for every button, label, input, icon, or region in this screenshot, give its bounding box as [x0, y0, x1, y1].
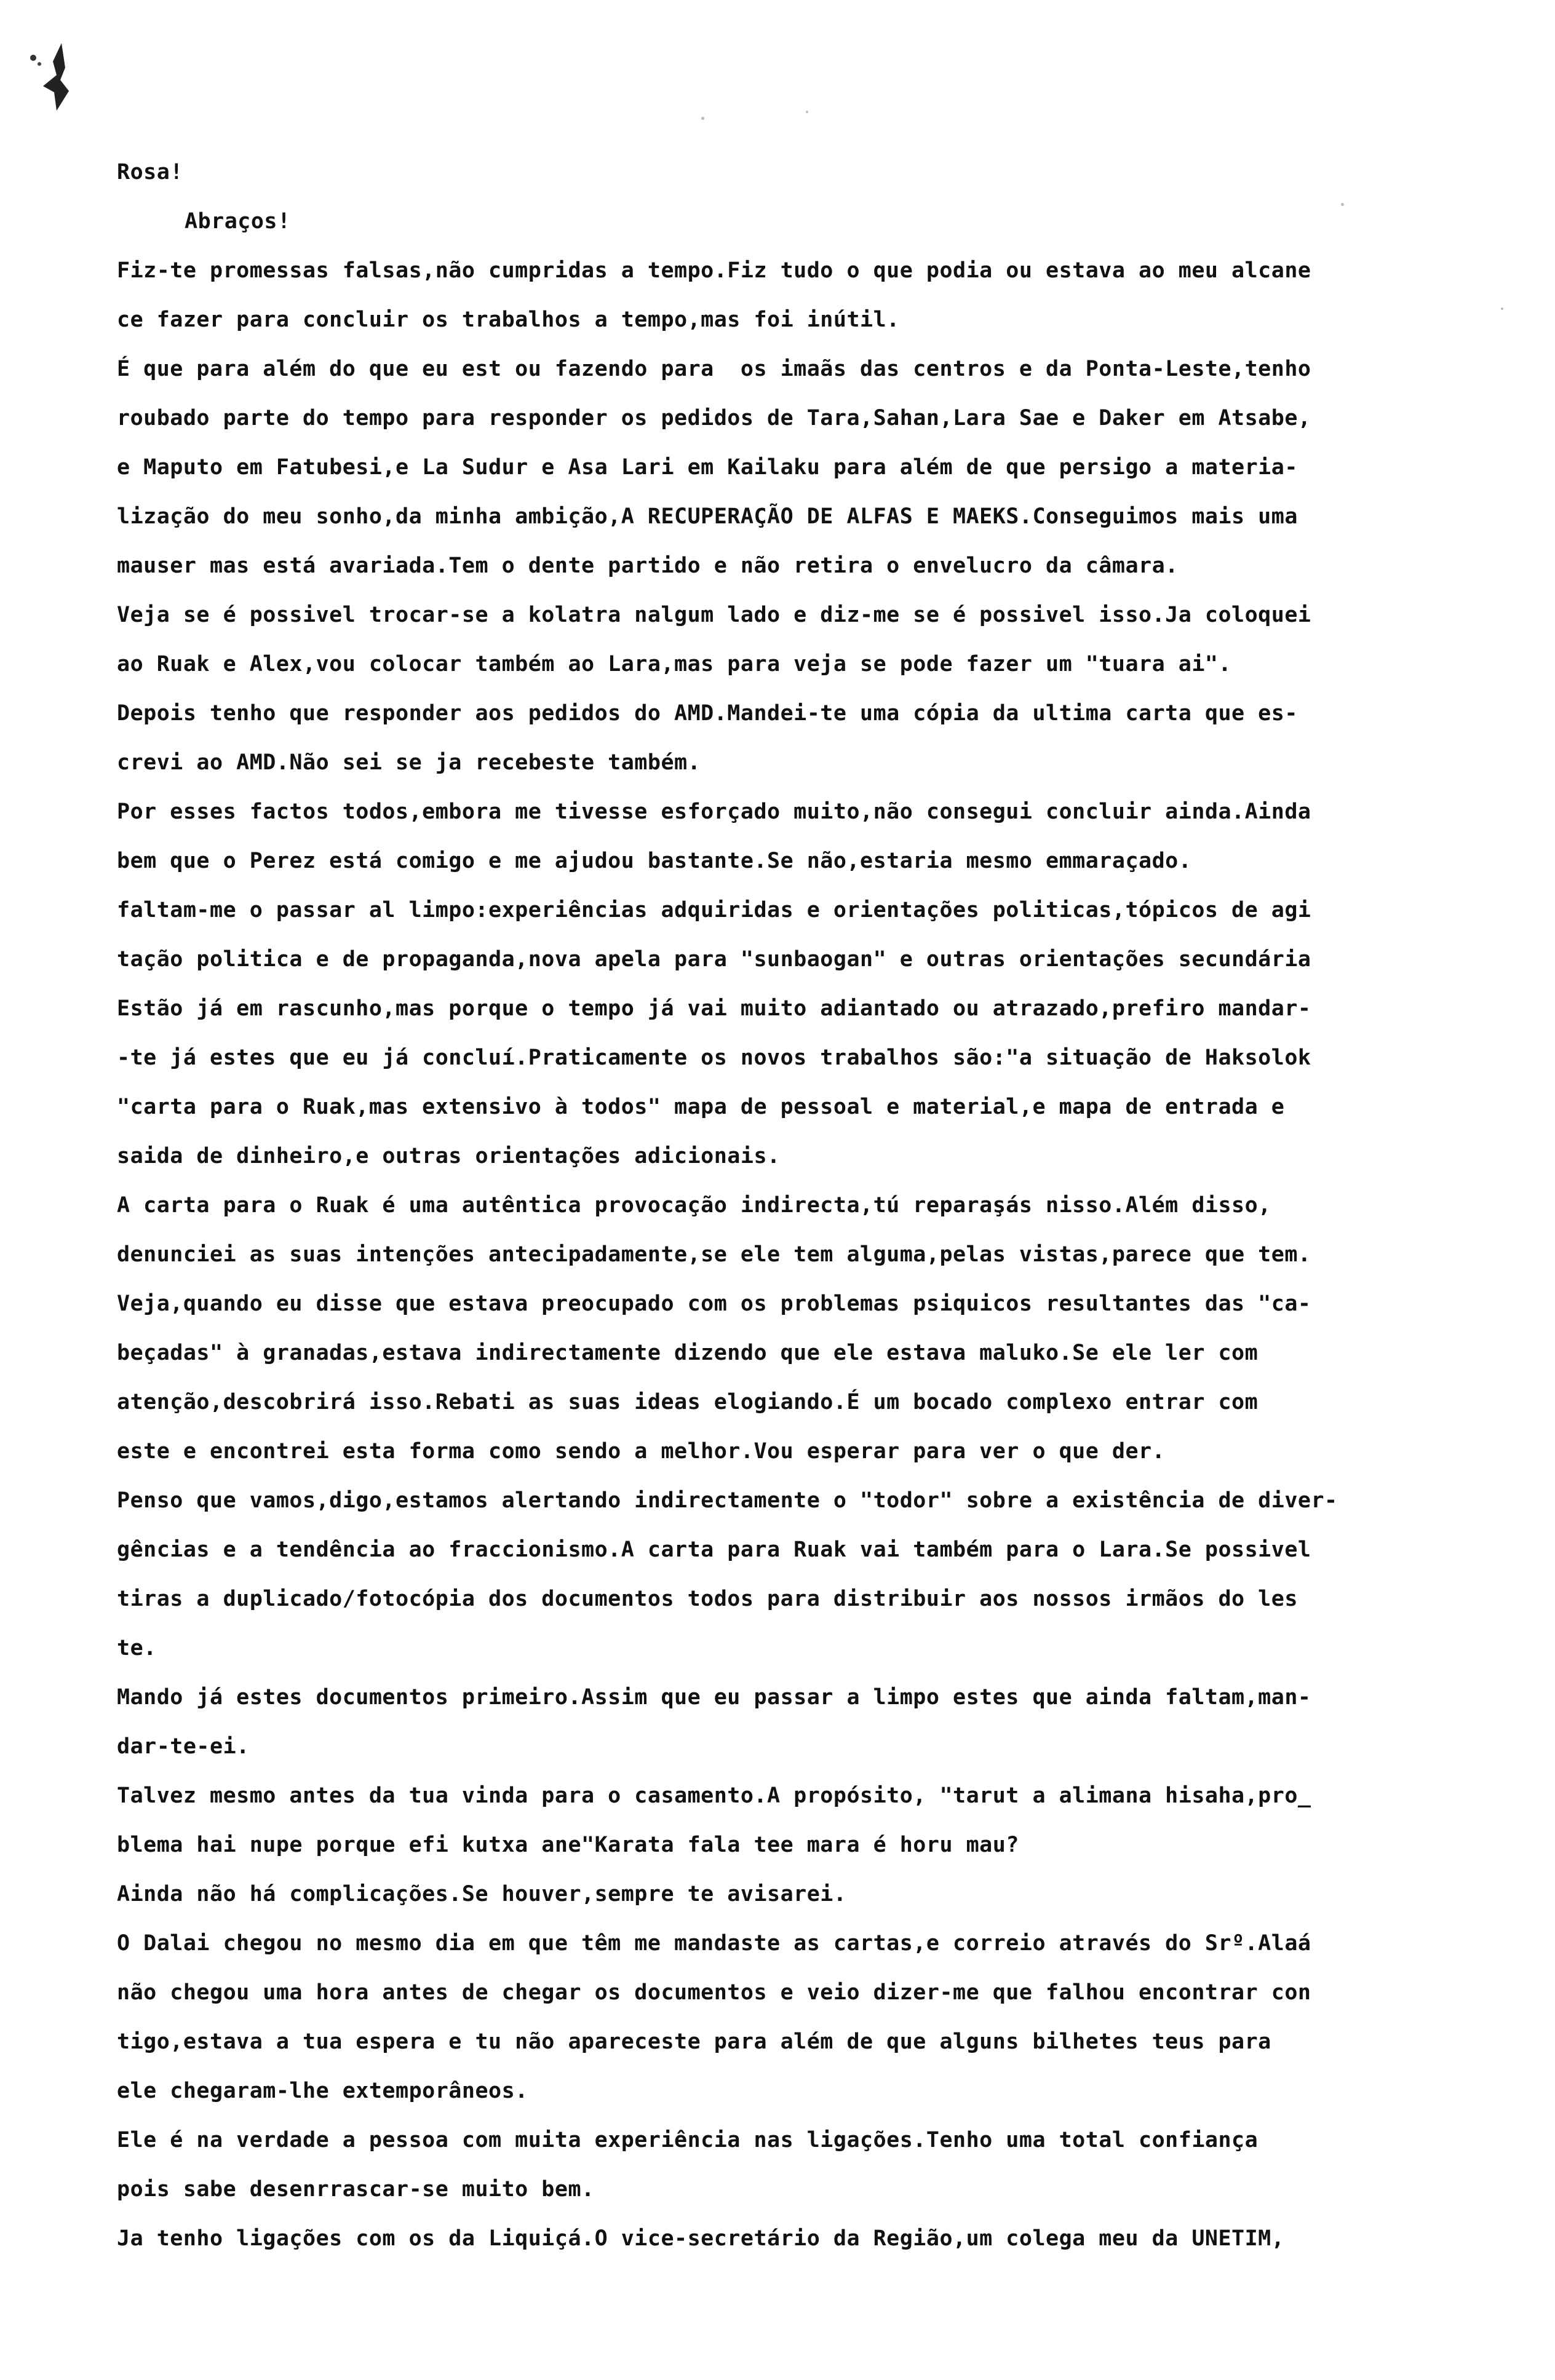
text-line: saida de dinheiro,e outras orientações adicionais. [117, 1144, 781, 1168]
text-line: Talvez mesmo antes da tua vinda para o casamento.A propósito, "tarut a alimana hisaha,pro_ [117, 1783, 1311, 1808]
text-line: mauser mas está avariada.Tem o dente partido e não retira o envelucro da câmara. [117, 553, 1179, 578]
greeting: Abraços! [185, 209, 291, 234]
text-line: ao Ruak e Alex,vou colocar também ao Lara,mas para veja se pode fazer um "tuara ai". [117, 652, 1232, 676]
text-line: É que para além do que eu est ou fazendo para os imaãs das centros e da Ponta-Leste,tenho [117, 357, 1311, 381]
letter-body [117, 148, 1501, 2263]
text-line: e Maputo em Fatubesi,e La Sudur e Asa Lari em Kailaku para além de que persigo a materia- [117, 455, 1298, 480]
text-line: tação politica e de propaganda,nova apela para "sunbaogan" e outras orientações secundária [117, 947, 1311, 972]
text-line: Depois tenho que responder aos pedidos do AMD.Mandei-te uma cópia da ultima carta que es- [117, 701, 1298, 726]
scan-speck [701, 117, 704, 120]
text-line: Ele é na verdade a pessoa com muita experiência nas ligações.Tenho uma total confiança [117, 2128, 1259, 2152]
text-line: te. [117, 1636, 157, 1660]
text-line: roubado parte do tempo para responder os pedidos de Tara,Sahan,Lara Sae e Daker em Atsabe, [117, 406, 1311, 430]
text-line: Por esses factos todos,embora me tivesse esforçado muito,não consegui concluir ainda.Ainda [117, 799, 1311, 824]
text-line: "carta para o Ruak,mas extensivo à todos" mapa de pessoal e material,e mapa de entrada e [117, 1095, 1285, 1119]
scan-speck [1501, 307, 1503, 310]
text-line: crevi ao AMD.Não sei se ja recebeste também. [117, 750, 701, 775]
text-line: Veja se é possivel trocar-se a kolatra nalgum lado e diz-me se é possivel isso.Ja coloquei [117, 603, 1311, 627]
text-line: ele chegaram-lhe extemporâneos. [117, 2079, 528, 2103]
text-line: lização do meu sonho,da minha ambição,A RECUPERAÇÃO DE ALFAS E MAEKS.Conseguimos mais uma [117, 504, 1298, 529]
text-line: O Dalai chegou no mesmo dia em que têm me mandaste as cartas,e correio através do Srº.Alaá [117, 1931, 1311, 1956]
text-line: Penso que vamos,digo,estamos alertando indirectamente o "todor" sobre a existência de diver- [117, 1488, 1338, 1513]
salutation: Rosa! [117, 160, 183, 184]
text-line: tigo,estava a tua espera e tu não apareceste para além de que alguns bilhetes teus para [117, 2029, 1271, 2054]
text-line: denunciei as suas intenções antecipadamente,se ele tem alguma,pelas vistas,parece que tem. [117, 1242, 1311, 1267]
text-line: Mando já estes documentos primeiro.Assim que eu passar a limpo estes que ainda faltam,man- [117, 1685, 1311, 1710]
text-line: Ja tenho ligações com os da Liquiçá.O vice-secretário da Região,um colega meu da UNETIM, [117, 2226, 1285, 2251]
text-line: ce fazer para concluir os trabalhos a tempo,mas foi inútil. [117, 307, 900, 332]
text-line: não chegou uma hora antes de chegar os documentos e veio dizer-me que falhou encontrar con [117, 1980, 1311, 2005]
text-line: bem que o Perez está comigo e me ajudou bastante.Se não,estaria mesmo emmaraçado. [117, 849, 1192, 873]
text-line: blema hai nupe porque efi kutxa ane"Karata fala tee mara é horu mau? [117, 1833, 1019, 1857]
text-line: Fiz-te promessas falsas,não cumpridas a tempo.Fiz tudo o que podia ou estava ao meu alcane [117, 258, 1311, 283]
text-line: beçadas" à granadas,estava indirectamente dizendo que ele estava maluko.Se ele ler com [117, 1341, 1259, 1365]
text-line: A carta para o Ruak é uma autêntica provocação indirecta,tú reparaşás nisso.Além disso, [117, 1193, 1271, 1218]
ink-blot-mark [25, 37, 92, 117]
text-line: pois sabe desenrrascar-se muito bem. [117, 2177, 595, 2202]
text-line: faltam-me o passar al limpo:experiências adquiridas e orientações politicas,tópicos de agi [117, 898, 1311, 922]
scan-speck [806, 111, 808, 113]
text-line: atenção,descobrirá isso.Rebati as suas ideas elogiando.É um bocado complexo entrar com [117, 1390, 1259, 1414]
text-line: este e encontrei esta forma como sendo a melhor.Vou esperar para ver o que der. [117, 1439, 1166, 1464]
text-line: tiras a duplicado/fotocópia dos documentos todos para distribuir aos nossos irmãos do les [117, 1587, 1298, 1611]
text-line: Estão já em rascunho,mas porque o tempo já vai muito adiantado ou atrazado,prefiro mandar- [117, 996, 1311, 1021]
text-line: gências e a tendência ao fraccionismo.A carta para Ruak vai também para o Lara.Se possivel [117, 1537, 1311, 1562]
text-line: dar-te-ei. [117, 1734, 250, 1759]
text-line: Veja,quando eu disse que estava preocupado com os problemas psiquicos resultantes das "ca- [117, 1291, 1311, 1316]
text-line: -te já estes que eu já concluí.Praticamente os novos trabalhos são:"a situação de Haksolok [117, 1045, 1311, 1070]
text-line: Ainda não há complicações.Se houver,sempre te avisarei. [117, 1882, 847, 1906]
